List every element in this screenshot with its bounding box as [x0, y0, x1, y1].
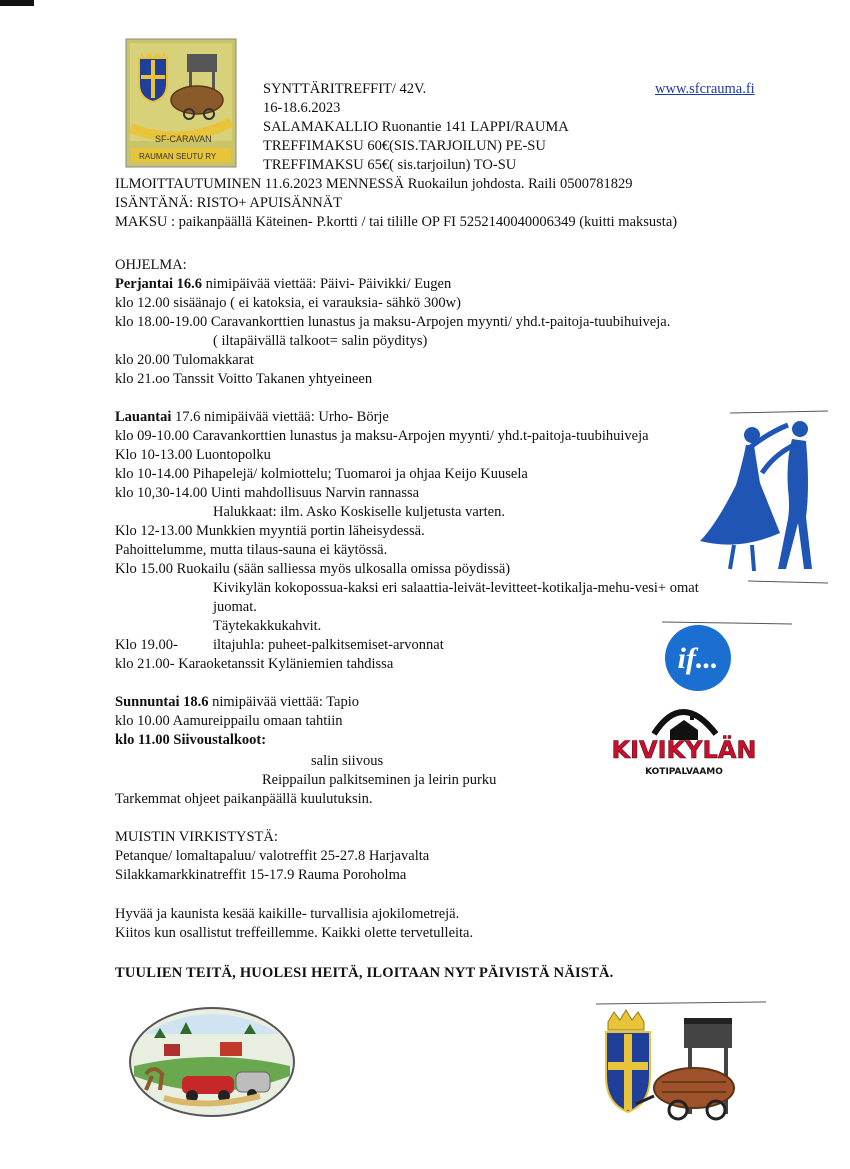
kivikyla-text: KIVIKYLÄN — [611, 736, 757, 764]
reminder-item: Petanque/ lomaltapaluu/ valotreffit 25-27.8 Harjavalta — [115, 848, 430, 864]
sunday-names: nimipäivää viettää: Tapio — [208, 694, 360, 710]
fee-line-1: TREFFIMAKSU 60€(SIS.TARJOILUN) PE-SU — [263, 138, 546, 154]
saturday-item: Pahoittelumme, mutta tilaus-sauna ei käytössä. — [115, 542, 388, 558]
reminder-item: Silakkamarkkinatreffit 15-17.9 Rauma Poroholma — [115, 867, 407, 883]
friday-item: ( iltapäivällä talkoot= salin pöyditys) — [213, 333, 428, 349]
saturday-item: Kivikylän kokopossua-kaksi eri salaattia-leivät-levitteet-kotikalja-mehu-vesi+ omat — [213, 580, 699, 596]
saturday-day: Lauantai — [115, 409, 172, 425]
friday-names: nimipäivää viettää: Päivi- Päivikki/ Eugen — [201, 276, 452, 292]
saturday-item: Klo 15.00 Ruokailu (sään salliessa myös ulkosalla omissa pöydissä) — [115, 561, 511, 577]
saturday-item: Täytekakkukahvit. — [213, 618, 322, 634]
saturday-item: klo 09-10.00 Caravankorttien lunastus ja maksu-Arpojen myynti/ yhd.t-paitoja-tuubihuiveja — [115, 428, 649, 444]
sunday-item — [115, 731, 266, 750]
event-location: SALAMAKALLIO Ruonantie 141 LAPPI/RAUMA — [263, 119, 569, 135]
friday-item: klo 12.00 sisäänajo ( ei katoksia, ei varauksia- sähkö 300w) — [115, 295, 461, 311]
saturday-names: 17.6 nimipäivää viettää: Urho- Börje — [171, 409, 389, 425]
kivikyla-logo — [604, 700, 764, 782]
saturday-item: Klo 12-13.00 Munkkien myyntiä portin läheisydessä. — [115, 523, 425, 539]
event-title: SYNTTÄRITREFFIT/ 42V. — [263, 81, 427, 97]
logo-sub-text: RAUMAN SEUTU RY — [139, 152, 217, 161]
friday-item: klo 20.00 Tulomakkarat — [115, 352, 254, 368]
event-dates: 16-18.6.2023 — [263, 100, 341, 116]
if-badge-text: if... — [677, 642, 719, 675]
saturday-item: Halukkaat: ilm. Asko Koskiselle kuljetusta varten. — [213, 504, 505, 520]
fee-line-2: TREFFIMAKSU 65€( sis.tarjoilun) TO-SU — [263, 157, 517, 173]
saturday-item: klo 21.00- Karaoketanssit Kyläniemien tahdissa — [115, 656, 394, 672]
sunday-cleanup-bold: klo 11.00 Siivoustalkoot: — [115, 732, 267, 748]
logo-banner-text: SF-CARAVAN — [155, 134, 212, 144]
website-link[interactable]: www.sfcrauma.fi — [655, 81, 755, 97]
saturday-item: Klo 19.00- — [115, 637, 178, 653]
payment-line: MAKSU : paikanpäällä Käteinen- P.kortti / tai tilille OP FI 5252140040006349 (kuitti maksusta) — [115, 214, 678, 230]
friday-item: klo 21.oo Tanssit Voitto Takanen yhtyeineen — [115, 371, 373, 387]
caravan-scene-illustration — [124, 1004, 300, 1122]
closing-line-2: Kiitos kun osallistut treffeillemme. Kaikki olette tervetulleita. — [115, 925, 474, 941]
saturday-heading — [115, 408, 389, 427]
hosts-line: ISÄNTÄNÄ: RISTO+ APUISÄNNÄT — [115, 195, 343, 211]
saturday-item: klo 10-14.00 Pihapelejä/ kolmiottelu; Tuomaroi ja ohjaa Keijo Kuusela — [115, 466, 528, 482]
scan-corner-mark — [0, 0, 34, 6]
reminders-heading: MUISTIN VIRKISTYSTÄ: — [115, 829, 278, 845]
registration-line: ILMOITTAUTUMINEN 11.6.2023 MENNESSÄ Ruokailun johdosta. Raili 0500781829 — [115, 176, 633, 192]
sf-caravan-logo — [125, 38, 237, 168]
closing-line-1: Hyvää ja kaunista kesää kaikille- turvallisia ajokilometrejä. — [115, 906, 460, 922]
saturday-item: klo 10,30-14.00 Uinti mahdollisuus Narvin rannassa — [115, 485, 420, 501]
if-badge — [662, 620, 792, 692]
sunday-item: salin siivous — [311, 753, 384, 769]
saturday-item: iltajuhla: puheet-palkitsemiset-arvonnat — [213, 637, 444, 653]
friday-item: klo 18.00-19.00 Caravankorttien lunastus ja maksu-Arpojen myynti/ yhd.t-paitoja-tuubihuiveja. — [115, 314, 671, 330]
sunday-item: Tarkemmat ohjeet paikanpäällä kuulutuksin. — [115, 791, 373, 807]
program-heading: OHJELMA: — [115, 257, 187, 273]
closing-motto: TUULIEN TEITÄ, HUOLESI HEITÄ, ILOITAAN NYT PÄIVISTÄ NÄISTÄ. — [115, 965, 614, 981]
saturday-item: Klo 10-13.00 Luontopolku — [115, 447, 271, 463]
sunday-heading — [115, 693, 359, 712]
dancers-illustration — [690, 405, 830, 585]
sunday-item: Reippailun palkitseminen ja leirin purku — [262, 772, 497, 788]
kivikyla-sub-text: KOTIPALVAAMO — [645, 767, 723, 777]
friday-day: Perjantai 16.6 — [115, 276, 202, 292]
friday-heading — [115, 275, 451, 294]
sunday-item: klo 10.00 Aamureippailu omaan tahtiin — [115, 713, 343, 729]
sunday-day: Sunnuntai 18.6 — [115, 694, 209, 710]
saturday-item: juomat. — [213, 599, 257, 615]
coat-of-arms-illustration — [596, 1000, 766, 1128]
